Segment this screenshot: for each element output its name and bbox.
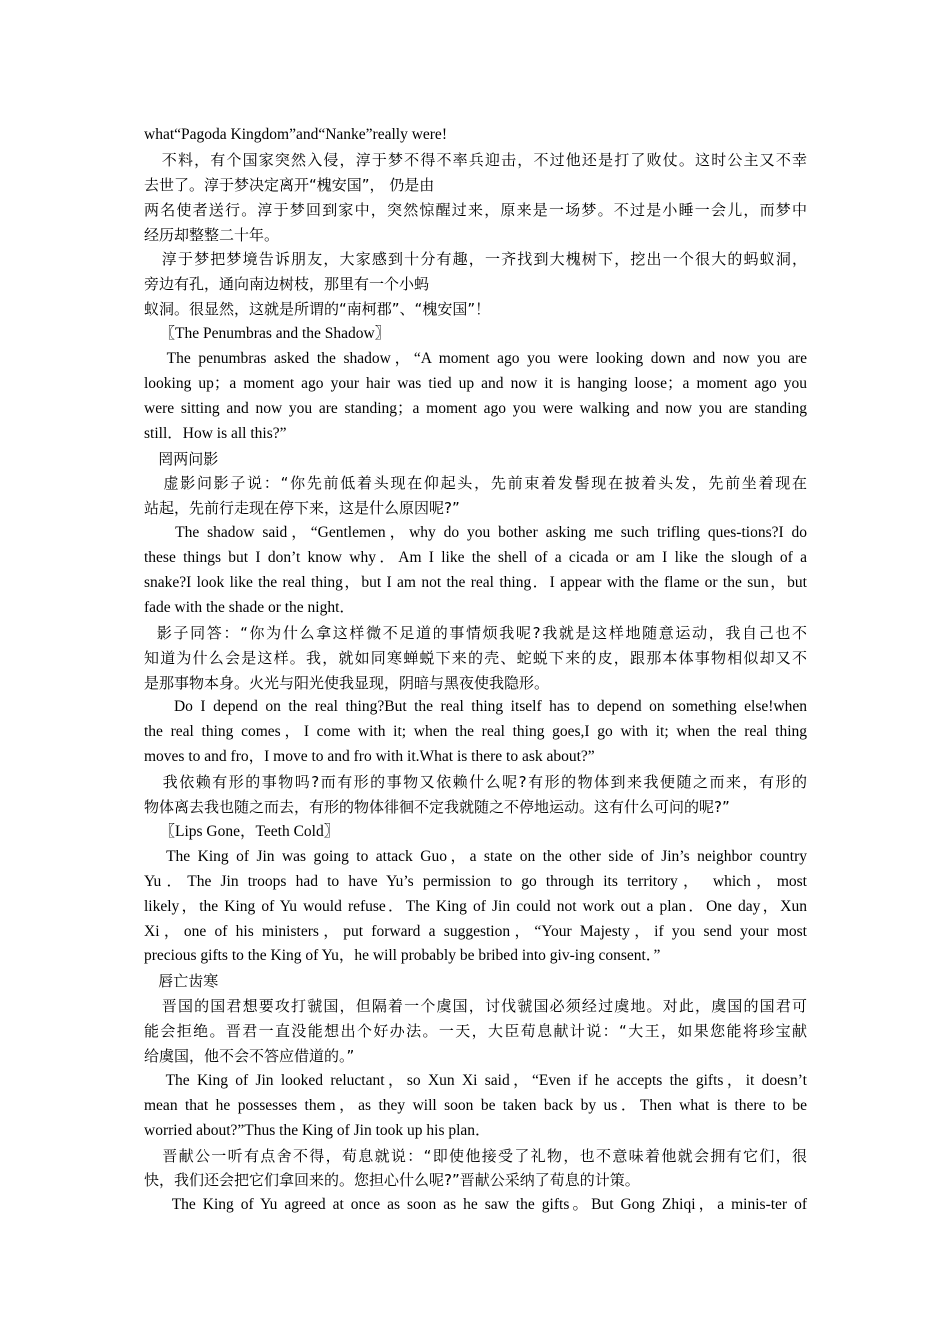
- text-line: 旁边有孔，通向南边树枝，那里有一个小蚂: [144, 275, 430, 294]
- text-line: 我依赖有形的事物吗?而有形的事物又依赖什么呢?有形的物体到来我便随之而来，有形的: [144, 773, 807, 792]
- text-line: 不料，有个国家突然入侵，淳于梦不得不率兵迎击，不过他还是打了败仗。这时公主又不幸: [144, 150, 807, 169]
- text-line: were sitting and now you are standing；a moment ago you were walking and now you are standing: [144, 399, 807, 417]
- text-line: The King of Yu agreed at once as soon as he saw the gifts。But Gong Zhiqi，a minis-ter of: [144, 1196, 807, 1214]
- text-line: The King of Jin was going to attack Guo，a state on the other side of Jin’s neighbor country: [144, 847, 807, 865]
- section-heading: 罔两问影: [144, 449, 219, 468]
- text-line: 物体离去我也随之而去，有形的物体徘徊不定我就随之不停地运动。这有什么可问的呢?”: [144, 798, 730, 817]
- document-body: [144, 123, 807, 1218]
- text-line: precious gifts to the King of Yu，he will probably be bribed into giv-ing consent．”: [144, 947, 661, 965]
- text-line: 晋献公一听有点舍不得，荀息就说：“即使他接受了礼物，也不意味着他就会拥有它们，很: [144, 1146, 807, 1165]
- text-line: still．How is all this?”: [144, 424, 287, 442]
- text-line: these things but I don’t know why．Am I like the shell of a cicada or am I like the slough of a: [144, 549, 807, 567]
- text-line: 站起，先前行走现在停下来，这是什么原因呢?”: [144, 499, 460, 518]
- text-line: the real thing comes，I come with it; when the real thing goes,I go with it; when the real thing: [144, 723, 807, 741]
- text-line: 能会拒绝。晋君一直没能想出个好办法。一天，大臣荀息献计说：“大王，如果您能将珍宝献: [144, 1022, 807, 1041]
- text-line: what“Pagoda Kingdom”and“Nanke”really were!: [144, 126, 447, 143]
- text-line: 蚁洞。很显然，这就是所谓的“南柯郡”、“槐安国”！: [144, 300, 491, 319]
- text-line: mean that he possesses them，as they will soon be taken back by us．Then what is there to be: [144, 1096, 807, 1114]
- text-line: Xi，one of his ministers，put forward a suggestion，“Your Majesty，if you send your most: [144, 922, 807, 940]
- section-heading: 〖Lips Gone，Teeth Cold〗: [144, 822, 340, 840]
- text-line: 快，我们还会把它们拿回来的。您担心什么呢?”晋献公采纳了荀息的计策。: [144, 1171, 640, 1190]
- section-heading: 唇亡齿寒: [144, 972, 219, 991]
- text-line: The penumbras asked the shadow，“A moment ago you were looking down and now you are: [144, 350, 807, 368]
- text-line: Do I depend on the real thing?But the real thing itself has to depend on something else!when: [144, 698, 807, 716]
- text-line: 两名使者送行。淳于梦回到家中，突然惊醒过来，原来是一场梦。不过是小睡一会儿，而梦中: [144, 200, 807, 219]
- text-line: 淳于梦把梦境告诉朋友，大家感到十分有趣，一齐找到大槐树下，挖出一个很大的蚂蚁洞，: [144, 250, 807, 269]
- text-line: 经历却整整二十年。: [144, 225, 280, 244]
- text-line: 去世了。淳于梦决定离开“槐安国”， 仍是由: [144, 175, 435, 194]
- text-line: 晋国的国君想要攻打虢国，但隔着一个虞国，讨伐虢国必须经过虞地。对此，虞国的国君可: [144, 997, 807, 1016]
- text-line: moves to and fro，I move to and fro with it.What is there to ask about?”: [144, 748, 595, 766]
- text-line: likely，the King of Yu would refuse．The King of Jin could not work out a plan．One day，Xun: [144, 897, 807, 915]
- text-line: snake?I look like the real thing，but I am not the real thing．I appear with the flame or the sun，but: [144, 574, 807, 592]
- text-line: 虚影问影子说：“你先前低着头现在仰起头，先前束着发髻现在披着头发，先前坐着现在: [144, 474, 807, 493]
- text-line: worried about?”Thus the King of Jin took up his plan．: [144, 1121, 491, 1139]
- text-line: looking up；a moment ago your hair was tied up and now it is hanging loose；a moment ago you: [144, 374, 807, 392]
- text-line: 是那事物本身。火光与阳光使我显现，阴暗与黑夜使我隐形。: [144, 673, 550, 692]
- text-line: fade with the shade or the night．: [144, 598, 355, 616]
- text-line: Yu．The Jin troops had to have Yu’s permission to go through its territory， which，most: [144, 872, 807, 890]
- section-heading: 〖The Penumbras and the Shadow〗: [144, 325, 391, 343]
- text-line: The King of Jin looked reluctant，so Xun Xi said，“Even if he accepts the gifts，it doesn’t: [144, 1071, 807, 1089]
- text-line: 知道为什么会是这样。我，就如同寒蝉蜕下来的壳、蛇蜕下来的皮，跟那本体事物相似却又不: [144, 648, 807, 667]
- text-line: 给虞国，他不会不答应借道的。”: [144, 1046, 355, 1065]
- text-line: The shadow said，“Gentlemen，why do you bother asking me such trifling ques-tions?I do: [144, 524, 807, 542]
- text-line: 影子同答：“你为什么拿这样微不足道的事情烦我呢?我就是这样地随意运动，我自己也不: [144, 623, 807, 642]
